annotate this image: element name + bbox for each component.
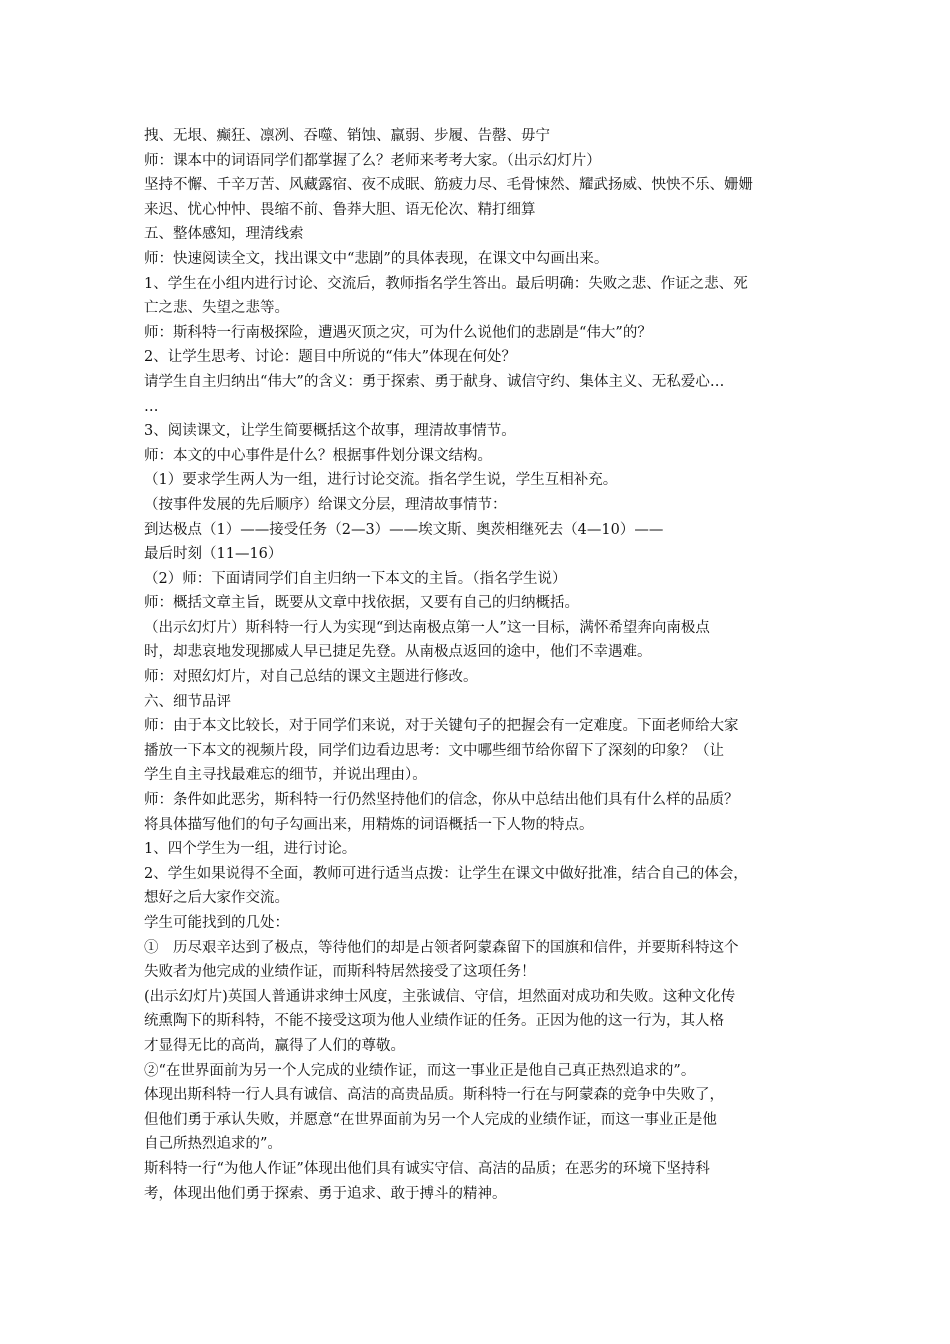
text-line: （按事件发展的先后顺序）给课文分层，理清故事情节： bbox=[144, 496, 507, 513]
text-line: （出示幻灯片）斯科特一行人为实现“到达南极点第一人”这一目标，满怀希望奔向南极点 bbox=[144, 619, 710, 636]
text-line: 来迟、忧心忡忡、畏缩不前、鲁莽大胆、语无伦次、精打细算 bbox=[144, 201, 536, 218]
text-line: 师：课本中的词语同学们都掌握了么？老师来考考大家。（出示幻灯片） bbox=[144, 152, 601, 169]
text-line: 师：条件如此恶劣，斯科特一行仍然坚持他们的信念，你从中总结出他们具有什么样的品质？ bbox=[144, 792, 739, 809]
text-line: ① 历尽艰辛达到了极点，等待他们的却是占领者阿蒙森留下的国旗和信件，并要斯科特这个 bbox=[144, 939, 739, 956]
text-line: 师：快速阅读全文，找出课文中“悲剧”的具体表现，在课文中勾画出来。 bbox=[144, 250, 609, 267]
text-line: 3、阅读课文，让学生简要概括这个故事，理清故事情节。 bbox=[144, 423, 516, 440]
text-line: 统熏陶下的斯科特，不能不接受这项为他人业绩作证的任务。正因为他的这一行为，其人格 bbox=[144, 1013, 724, 1030]
text-line: 播放一下本文的视频片段，同学们边看边思考：文中哪些细节给你留下了深刻的印象？（让 bbox=[144, 742, 724, 759]
text-line: 1、四个学生为一组，进行讨论。 bbox=[144, 841, 357, 858]
text-line: 亡之悲、失望之悲等。 bbox=[144, 300, 289, 317]
text-line: 2、让学生思考、讨论：题目中所说的“伟大”体现在何处？ bbox=[144, 349, 517, 366]
text-line: … bbox=[144, 398, 159, 415]
text-line: 学生可能找到的几处： bbox=[144, 915, 289, 931]
text-line: 才显得无比的高尚，赢得了人们的尊敬。 bbox=[144, 1037, 405, 1054]
text-line: 师：斯科特一行南极探险，遭遇灭顶之灾，可为什么说他们的悲剧是“伟大”的？ bbox=[144, 324, 652, 341]
text-line: 师：本文的中心事件是什么？根据事件划分课文结构。 bbox=[144, 447, 492, 464]
text-line: 自己所热烈追求的”。 bbox=[144, 1136, 282, 1153]
text-line: 时，却悲哀地发现挪威人早已捷足先登。从南极点返回的途中，他们不幸遇难。 bbox=[144, 644, 652, 661]
text-line: 2、学生如果说得不全面，教师可进行适当点拨：让学生在课文中做好批准，结合自己的体会， bbox=[144, 865, 748, 882]
text-line: 最后时刻（11—16） bbox=[144, 546, 283, 563]
text-line: 师：概括文章主旨，既要从文章中找依据，又要有自己的归纳概括。 bbox=[144, 595, 579, 612]
text-line: 坚持不懈、千辛万苦、风藏露宿、夜不成眠、筋疲力尽、毛骨悚然、耀武扬威、怏怏不乐、姗姗 bbox=[144, 177, 753, 194]
text-line: 师：由于本文比较长，对于同学们来说，对于关键句子的把握会有一定难度。下面老师给大家 bbox=[144, 718, 739, 735]
text-line: 失败者为他完成的业绩作证，而斯科特居然接受了这项任务！ bbox=[144, 964, 536, 981]
text-line: ②“在世界面前为另一个人完成的业绩作证，而这一事业正是他自己真正热烈追求的”。 bbox=[144, 1062, 696, 1079]
text-line: 学生自主寻找最难忘的细节，并说出理由）。 bbox=[144, 767, 427, 784]
text-line: 到达极点（1）——接受任务（2—3）——埃文斯、奥茨相继死去（4—10）—— bbox=[144, 521, 664, 538]
text-line: 想好之后大家作交流。 bbox=[144, 890, 289, 907]
text-line: 将具体描写他们的句子勾画出来，用精炼的词语概括一下人物的特点。 bbox=[144, 816, 594, 833]
text-line: 斯科特一行“为他人作证”体现出他们具有诚实守信、高洁的品质；在恶劣的环境下坚持科 bbox=[144, 1160, 710, 1177]
text-line: 请学生自主归纳出“伟大”的含义：勇于探索、勇于献身、诚信守约、集体主义、无私爱心… bbox=[144, 373, 725, 390]
text-line: 考，体现出他们勇于探索、勇于追求、敢于搏斗的精神。 bbox=[144, 1185, 507, 1202]
text-line: （1）要求学生两人为一组，进行讨论交流。指名学生说，学生互相补充。 bbox=[144, 472, 618, 489]
text-line: (出示幻灯片)英国人普通讲求绅士风度，主张诚信、守信，坦然面对成功和失败。这种文化传 bbox=[144, 988, 736, 1005]
text-line: 拽、无垠、癫狂、凛冽、吞噬、销蚀、羸弱、步履、告罄、毋宁 bbox=[144, 128, 550, 144]
section-heading: 六、细节品评 bbox=[144, 693, 231, 710]
text-line: 体现出斯科特一行人具有诚信、高洁的高贵品质。斯科特一行在与阿蒙森的竞争中失败了， bbox=[144, 1087, 724, 1104]
text-line: （2）师：下面请同学们自主归纳一下本文的主旨。（指名学生说） bbox=[144, 570, 567, 587]
text-line: 但他们勇于承认失败，并愿意“在世界面前为另一个人完成的业绩作证，而这一事业正是他 bbox=[144, 1111, 717, 1128]
document-page bbox=[144, 124, 844, 1206]
text-line: 1、学生在小组内进行讨论、交流后，教师指名学生答出。最后明确：失败之悲、作证之悲、死 bbox=[144, 275, 748, 292]
section-heading: 五、整体感知，理清线索 bbox=[144, 226, 304, 243]
text-line: 师：对照幻灯片，对自己总结的课文主题进行修改。 bbox=[144, 669, 478, 686]
